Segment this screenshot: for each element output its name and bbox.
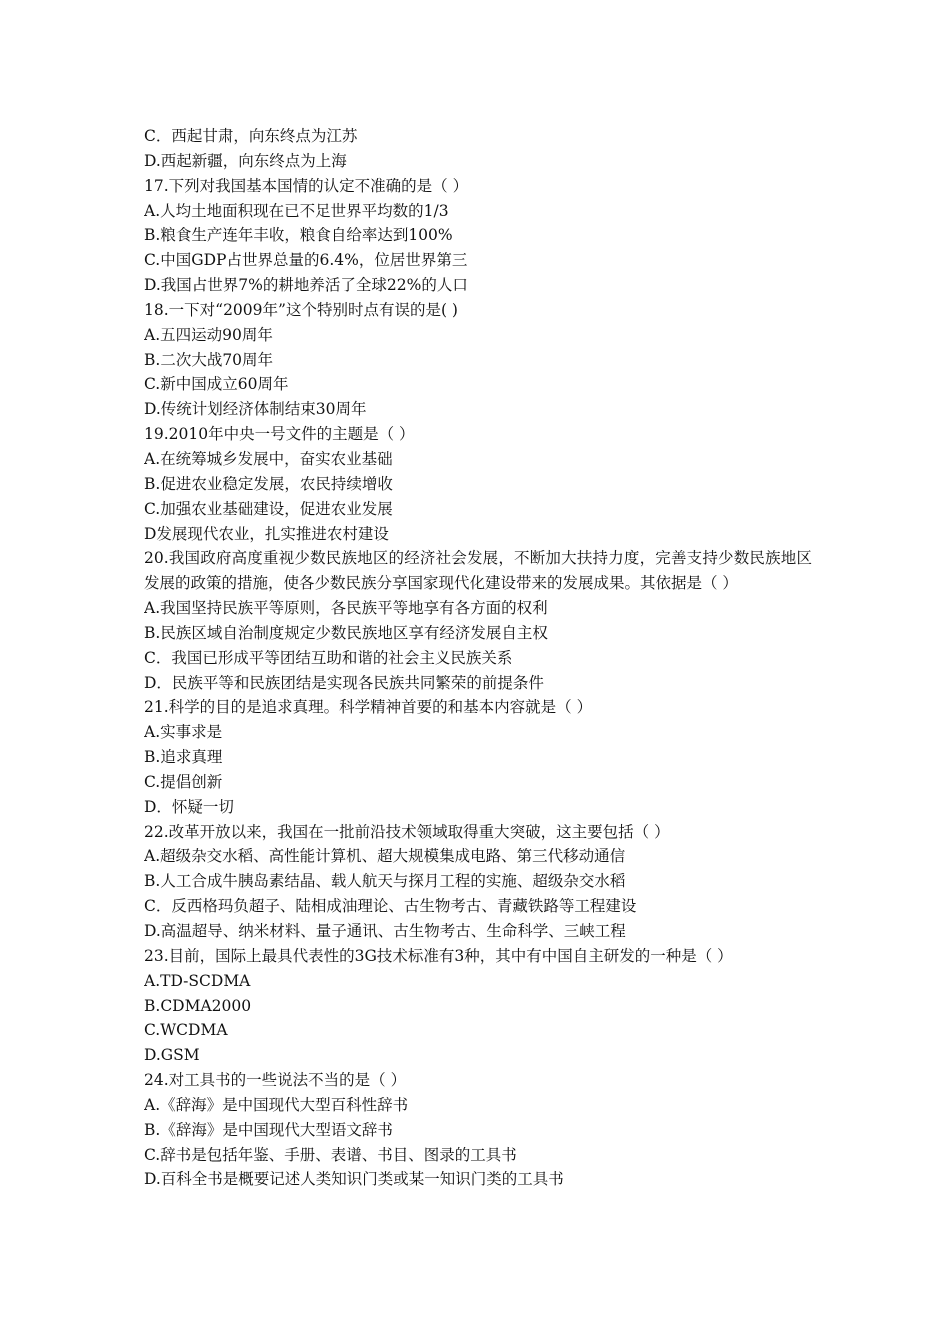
text-line: B.人工合成牛胰岛素结晶、载人航天与探月工程的实施、超级杂交水稻 xyxy=(144,872,626,891)
text-line: A.TD-SCDMA xyxy=(144,971,251,990)
text-line: D发展现代农业，扎实推进农村建设 xyxy=(144,524,389,543)
text-line: B.促进农业稳定发展，农民持续增收 xyxy=(144,474,393,493)
text-line: C.WCDMA xyxy=(144,1021,228,1040)
text-line: C．我国已形成平等团结互助和谐的社会主义民族关系 xyxy=(144,648,513,667)
question-block-lower xyxy=(144,596,812,1192)
text-line: C．西起甘肃，向东终点为江苏 xyxy=(144,127,358,145)
text-line: D．怀疑一切 xyxy=(144,797,234,816)
text-line: 23.目前，国际上最具代表性的3G技术标准有3种，其中有中国自主研发的一种是（ ） xyxy=(144,946,733,965)
question-block-upper xyxy=(144,124,812,546)
text-line: A.在统筹城乡发展中，奋实农业基础 xyxy=(144,449,393,468)
question-20-stem: 20.我国政府高度重视少数民族地区的经济社会发展，不断加大扶持力度，完善支持少数民族地区发展的政策的措施，使各少数民族分享国家现代化建设带来的发展成果。其依据是（ ） xyxy=(144,549,812,593)
text-line: B.CDMA2000 xyxy=(144,996,252,1015)
text-line: D．民族平等和民族团结是实现各民族共同繁荣的前提条件 xyxy=(144,673,544,692)
text-line: C.新中国成立60周年 xyxy=(144,375,289,394)
text-line: A.超级杂交水稻、高性能计算机、超大规模集成电路、第三代移动通信 xyxy=(144,847,626,866)
text-line: C.提倡创新 xyxy=(144,772,223,791)
text-line: 18.一下对“2009年”这个特别时点有误的是( ) xyxy=(144,300,458,319)
text-line: C．反西格玛负超子、陆相成油理论、古生物考古、青藏铁路等工程建设 xyxy=(144,897,637,916)
text-line: A.我国坚持民族平等原则，各民族平等地享有各方面的权利 xyxy=(144,599,548,618)
text-line: C.加强农业基础建设，促进农业发展 xyxy=(144,499,393,518)
text-line: B.民族区域自治制度规定少数民族地区享有经济发展自主权 xyxy=(144,623,548,642)
text-line: 17.下列对我国基本国情的认定不准确的是（ ） xyxy=(144,176,469,195)
text-line: B.粮食生产连年丰收，粮食自给率达到100% xyxy=(144,226,453,245)
text-line: 24.对工具书的一些说法不当的是（ ） xyxy=(144,1071,407,1090)
text-line: A.《辞海》是中国现代大型百科性辞书 xyxy=(144,1095,409,1114)
text-line: B.追求真理 xyxy=(144,748,223,767)
text-line: 19.2010年中央一号文件的主题是（ ） xyxy=(144,425,415,444)
text-line: 22.改革开放以来，我国在一批前沿技术领域取得重大突破，这主要包括（ ） xyxy=(144,822,670,841)
text-line: B.二次大战70周年 xyxy=(144,350,274,369)
text-line: D.西起新疆，向东终点为上海 xyxy=(144,151,347,170)
text-line: D.我国占世界7%的耕地养活了全球22%的人口 xyxy=(144,276,468,295)
text-line: A.五四运动90周年 xyxy=(144,325,273,344)
document-body xyxy=(144,124,812,1192)
text-line: D.GSM xyxy=(144,1046,200,1065)
text-line: C.辞书是包括年鉴、手册、表谱、书目、图录的工具书 xyxy=(144,1145,517,1164)
text-line: D.百科全书是概要记述人类知识门类或某一知识门类的工具书 xyxy=(144,1170,564,1189)
text-line: D.高温超导、纳米材料、量子通讯、古生物考古、生命科学、三峡工程 xyxy=(144,922,626,940)
text-line: A.实事求是 xyxy=(144,723,223,742)
text-line: A.人均土地面积现在已不足世界平均数的1/3 xyxy=(144,201,449,220)
text-line: D.传统计划经济体制结束30周年 xyxy=(144,400,367,419)
text-line: 21.科学的目的是追求真理。科学精神首要的和基本内容就是（ ） xyxy=(144,698,593,717)
text-line: C.中国GDP占世界总量的6.4%，位居世界第三 xyxy=(144,251,468,270)
text-line: B.《辞海》是中国现代大型语文辞书 xyxy=(144,1120,393,1139)
